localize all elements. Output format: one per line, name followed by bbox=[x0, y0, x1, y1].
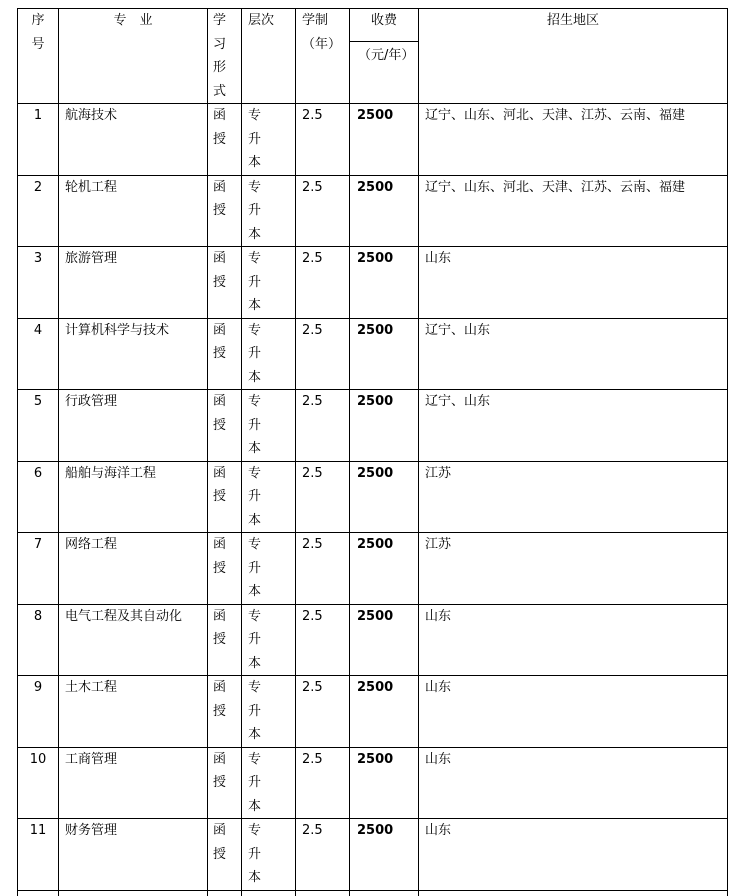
row-number: 5 bbox=[18, 390, 59, 462]
header-fee-unit: （元/年） bbox=[350, 41, 418, 68]
row-duration: 2.5 bbox=[296, 604, 350, 676]
row-level: 专 升 本 bbox=[242, 533, 296, 605]
row-study-form: 函授 bbox=[208, 175, 242, 247]
partial-cell bbox=[350, 890, 419, 896]
row-number: 2 bbox=[18, 175, 59, 247]
header-level: 层次 bbox=[242, 9, 296, 104]
row-duration: 2.5 bbox=[296, 819, 350, 891]
row-major: 计算机科学与技术 bbox=[59, 318, 208, 390]
header-seq: 序号 bbox=[18, 9, 59, 104]
row-region: 山东 bbox=[419, 747, 728, 819]
table-row bbox=[18, 175, 728, 247]
row-major: 航海技术 bbox=[59, 104, 208, 176]
header-region: 招生地区 bbox=[419, 9, 728, 104]
row-number: 10 bbox=[18, 747, 59, 819]
table-row bbox=[18, 533, 728, 605]
row-fee: 2500 bbox=[350, 747, 419, 819]
row-number: 9 bbox=[18, 676, 59, 748]
row-number: 8 bbox=[18, 604, 59, 676]
row-level: 专 升 本 bbox=[242, 461, 296, 533]
row-region: 江苏 bbox=[419, 461, 728, 533]
row-level: 专 升 本 bbox=[242, 604, 296, 676]
partial-cell bbox=[242, 890, 296, 896]
row-number: 6 bbox=[18, 461, 59, 533]
header-duration: 学制（年） bbox=[296, 9, 350, 104]
table-row bbox=[18, 747, 728, 819]
header-major: 专 业 bbox=[59, 9, 208, 104]
row-number: 7 bbox=[18, 533, 59, 605]
row-fee: 2500 bbox=[350, 533, 419, 605]
row-level: 专 升 本 bbox=[242, 676, 296, 748]
row-region: 江苏 bbox=[419, 533, 728, 605]
row-fee: 2500 bbox=[350, 604, 419, 676]
row-fee: 2500 bbox=[350, 318, 419, 390]
row-duration: 2.5 bbox=[296, 318, 350, 390]
row-region: 山东 bbox=[419, 247, 728, 319]
table-row bbox=[18, 604, 728, 676]
row-fee: 2500 bbox=[350, 247, 419, 319]
row-duration: 2.5 bbox=[296, 676, 350, 748]
row-fee: 2500 bbox=[350, 390, 419, 462]
header-fee-cell bbox=[350, 9, 419, 104]
table-row-partial bbox=[18, 890, 728, 896]
row-duration: 2.5 bbox=[296, 747, 350, 819]
row-duration: 2.5 bbox=[296, 175, 350, 247]
row-study-form: 函授 bbox=[208, 533, 242, 605]
table-row bbox=[18, 104, 728, 176]
row-major: 行政管理 bbox=[59, 390, 208, 462]
row-number: 1 bbox=[18, 104, 59, 176]
header-row bbox=[18, 9, 728, 104]
row-region: 辽宁、山东、河北、天津、江苏、云南、福建 bbox=[419, 104, 728, 176]
row-major: 旅游管理 bbox=[59, 247, 208, 319]
header-study-form: 学习形式 bbox=[208, 9, 242, 104]
row-study-form: 函授 bbox=[208, 604, 242, 676]
row-level: 专 升 本 bbox=[242, 819, 296, 891]
row-level: 专 升 本 bbox=[242, 318, 296, 390]
row-study-form: 函授 bbox=[208, 461, 242, 533]
partial-cell bbox=[59, 890, 208, 896]
row-fee: 2500 bbox=[350, 819, 419, 891]
row-level: 专 升 本 bbox=[242, 104, 296, 176]
enrollment-table bbox=[17, 8, 728, 896]
row-level: 专 升 本 bbox=[242, 247, 296, 319]
row-duration: 2.5 bbox=[296, 461, 350, 533]
row-number: 11 bbox=[18, 819, 59, 891]
table-row bbox=[18, 819, 728, 891]
row-duration: 2.5 bbox=[296, 247, 350, 319]
row-level: 专 升 本 bbox=[242, 390, 296, 462]
table-row bbox=[18, 390, 728, 462]
table-row bbox=[18, 461, 728, 533]
table-row bbox=[18, 318, 728, 390]
row-duration: 2.5 bbox=[296, 390, 350, 462]
row-major: 船舶与海洋工程 bbox=[59, 461, 208, 533]
partial-cell bbox=[296, 890, 350, 896]
partial-cell bbox=[18, 890, 59, 896]
row-level: 专 升 本 bbox=[242, 747, 296, 819]
row-duration: 2.5 bbox=[296, 104, 350, 176]
row-major: 土木工程 bbox=[59, 676, 208, 748]
row-major: 工商管理 bbox=[59, 747, 208, 819]
row-number: 4 bbox=[18, 318, 59, 390]
partial-cell bbox=[208, 890, 242, 896]
row-study-form: 函授 bbox=[208, 819, 242, 891]
row-study-form: 函授 bbox=[208, 676, 242, 748]
row-fee: 2500 bbox=[350, 461, 419, 533]
row-major: 财务管理 bbox=[59, 819, 208, 891]
row-region: 辽宁、山东 bbox=[419, 318, 728, 390]
header-fee: 收费 bbox=[370, 13, 397, 28]
row-region: 山东 bbox=[419, 676, 728, 748]
row-region: 山东 bbox=[419, 604, 728, 676]
row-region: 山东 bbox=[419, 819, 728, 891]
row-duration: 2.5 bbox=[296, 533, 350, 605]
row-fee: 2500 bbox=[350, 175, 419, 247]
row-major: 电气工程及其自动化 bbox=[59, 604, 208, 676]
row-region: 辽宁、山东 bbox=[419, 390, 728, 462]
row-study-form: 函授 bbox=[208, 318, 242, 390]
table-row bbox=[18, 676, 728, 748]
row-number: 3 bbox=[18, 247, 59, 319]
row-study-form: 函授 bbox=[208, 247, 242, 319]
row-study-form: 函授 bbox=[208, 390, 242, 462]
row-study-form: 函授 bbox=[208, 104, 242, 176]
row-fee: 2500 bbox=[350, 104, 419, 176]
row-major: 轮机工程 bbox=[59, 175, 208, 247]
row-study-form: 函授 bbox=[208, 747, 242, 819]
row-fee: 2500 bbox=[350, 676, 419, 748]
row-level: 专 升 本 bbox=[242, 175, 296, 247]
row-region: 辽宁、山东、河北、天津、江苏、云南、福建 bbox=[419, 175, 728, 247]
table-row bbox=[18, 247, 728, 319]
row-major: 网络工程 bbox=[59, 533, 208, 605]
partial-cell bbox=[419, 890, 728, 896]
